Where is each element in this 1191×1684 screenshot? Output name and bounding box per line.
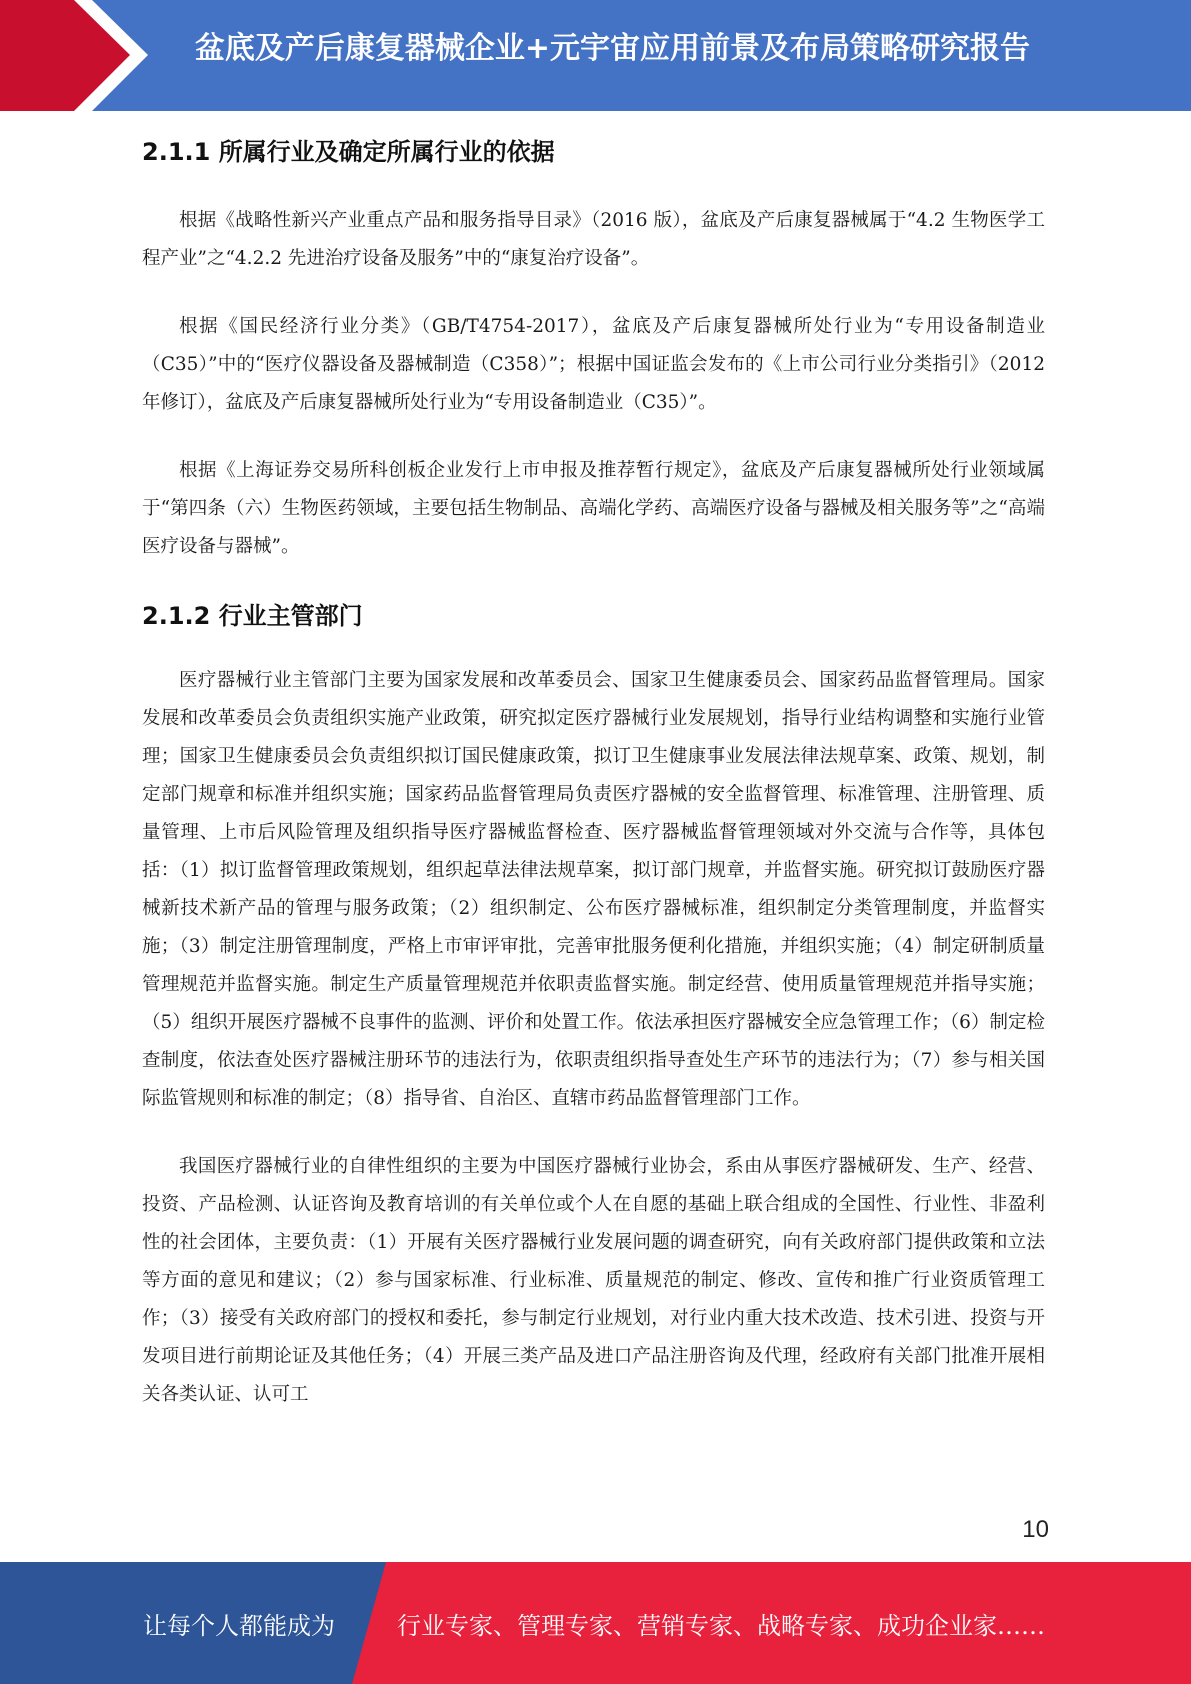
paragraph: 我国医疗器械行业的自律性组织的主要为中国医疗器械行业协会，系由从事医疗器械研发、生产、经营、投资、产品检测、认证咨询及教育培训的有关单位或个人在自愿的基础上联合组成的全国性、行业性、非盈利性的社会团体，主要负责：（1）开展有关医疗器械行业发展问题的调查研究，向有关政府部门提供政策和立法等方面的意见和建议；（2）参与国家标准、行业标准、质量规范的制定、修改、宣传和推广行业资质管理工作；（3）接受有关政府部门的授权和委托，参与制定行业规划，对行业内重大技术改造、技术引进、投资与开发项目进行前期论证及其他任务；（4）开展三类产品及进口产品注册咨询及代理，经政府有关部门批准开展相关各类认证、认可工: [142, 1156, 1045, 1405]
paragraph: 医疗器械行业主管部门主要为国家发展和改革委员会、国家卫生健康委员会、国家药品监督管理局。国家发展和改革委员会负责组织实施产业政策，研究拟定医疗器械行业发展规划，指导行业结构调整和实施行业管理；国家卫生健康委员会负责组织拟订国民健康政策，拟订卫生健康事业发展法律法规草案、政策、规划，制定部门规章和标准并组织实施；国家药品监督管理局负责医疗器械的安全监督管理、标准管理、注册管理、质量管理、上市后风险管理及组织指导医疗器械监督检查、医疗器械监督管理领域对外交流与合作等，具体包括：（1）拟订监督管理政策规划，组织起草法律法规草案，拟订部门规章，并监督实施。研究拟订鼓励医疗器械新技术新产品的管理与服务政策；（2）组织制定、公布医疗器械标准，组织制定分类管理制度，并监督实施；（3）制定注册管理制度，严格上市审评审批，完善审批服务便利化措施，并组织实施；（4）制定研制质量管理规范并监督实施。制定生产质量管理规范并依职责监督实施。制定经营、使用质量管理规范并指导实施；（5）组织开展医疗器械不良事件的监测、评价和处置工作。依法承担医疗器械安全应急管理工作；（6）制定检查制度，依法查处医疗器械注册环节的违法行为，依职责组织指导查处生产环节的违法行为；（7）参与相关国际监管规则和标准的制定；（8）指导省、自治区、直辖市药品监督管理部门工作。: [142, 670, 1045, 1109]
footer-slogan-left: 让每个人都能成为: [143, 1612, 335, 1640]
footer-slogan-right: 行业专家、管理专家、营销专家、战略专家、成功企业家……: [397, 1612, 1045, 1640]
paragraph: 根据《国民经济行业分类》（GB/T4754-2017），盆底及产后康复器械所处行业为“专用设备制造业（C35）”中的“医疗仪器设备及器械制造（C358）”；根据中国证监会发布的《上市公司行业分类指引》（2012 年修订），盆底及产后康复器械所处行业为“专用设备制造业（C35）”。: [142, 316, 1045, 413]
page-number: 10: [1022, 1516, 1049, 1543]
page-header: [0, 0, 1191, 111]
page-footer: [0, 1562, 1191, 1684]
section-heading: 2.1.2 行业主管部门: [142, 602, 363, 630]
main-content: [142, 128, 1045, 1414]
paragraph: 根据《上海证券交易所科创板企业发行上市申报及推荐暂行规定》，盆底及产后康复器械所处行业领域属于“第四条（六）生物医药领域，主要包括生物制品、高端化学药、高端医疗设备与器械及相关服务等”之“高端医疗设备与器械”。: [142, 460, 1045, 557]
paragraph: 根据《战略性新兴产业重点产品和服务指导目录》（2016 版），盆底及产后康复器械属于“4.2 生物医学工程产业”之“4.2.2 先进治疗设备及服务”中的“康复治疗设备”。: [142, 210, 1045, 269]
section-heading: 2.1.1 所属行业及确定所属行业的依据: [142, 138, 555, 166]
report-title: 盆底及产后康复器械企业+元宇宙应用前景及布局策略研究报告: [194, 31, 1031, 66]
